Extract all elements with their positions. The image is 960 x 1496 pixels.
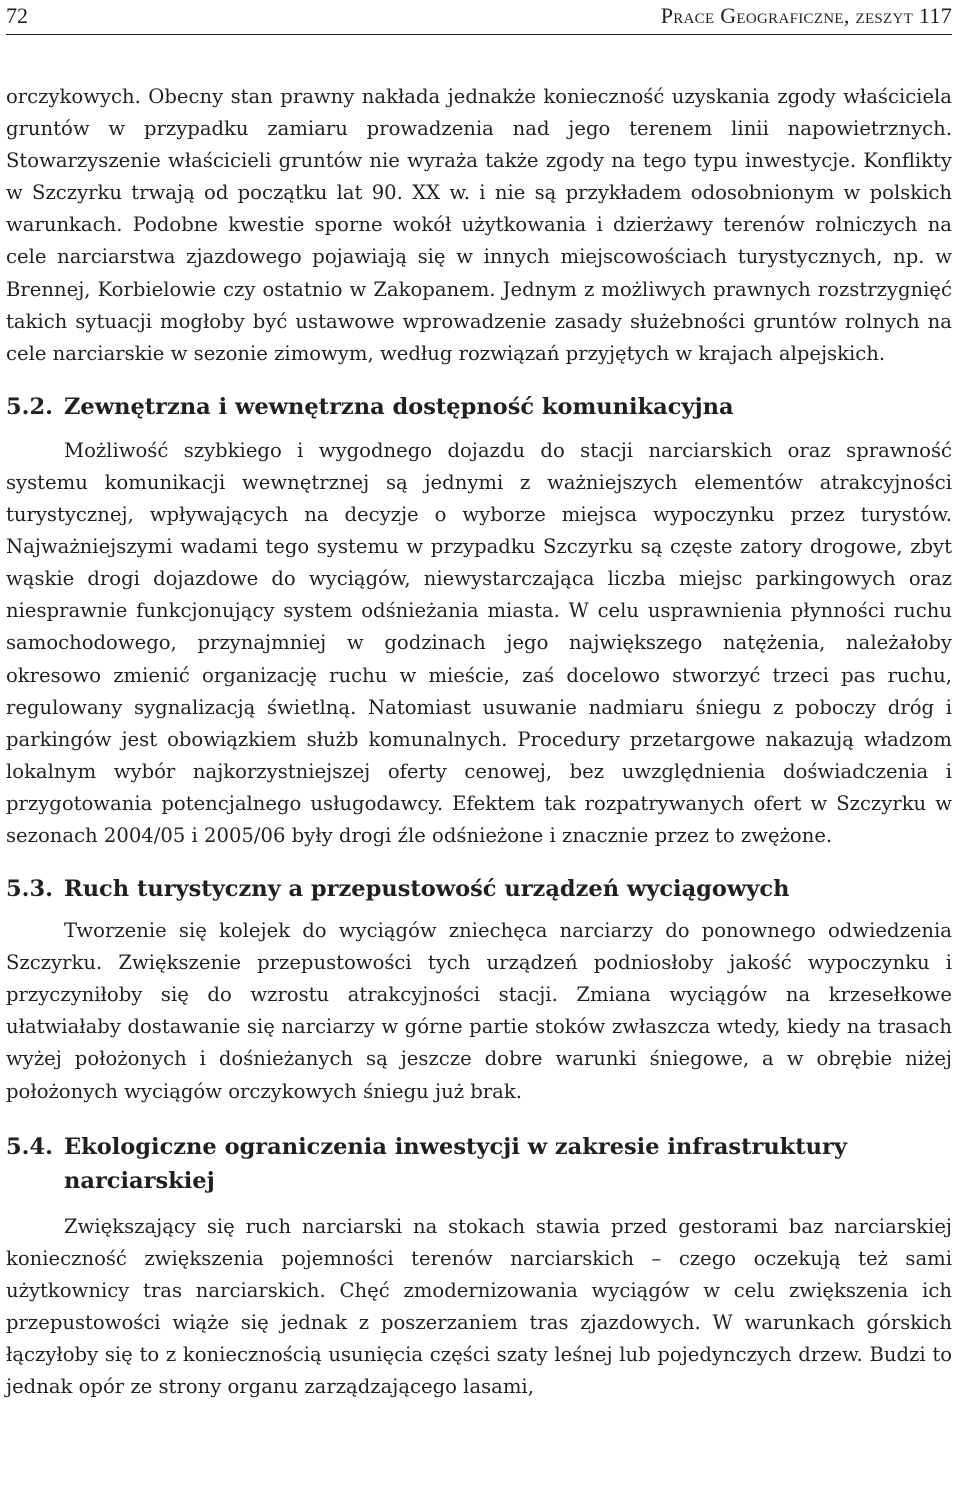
section-paragraph: Możliwość szybkiego i wygodnego dojazdu do stacji narciarskich oraz sprawność systemu komunikacji wewnętrznej są jednymi z ważniejszych elementów atrakcyjności turystycznej, wpływających na decyzje o wyborze miejsca wypoczynku przez turystów. Najważniejszymi wadami tego systemu w przypadku Szczyrku są częste zatory drogowe, zbyt wąskie drogi dojazdowe do wyciągów, niewystarczająca liczba miejsc parkingowych oraz niesprawnie funkcjonujący system odśnieżania miasta. W celu usprawnienia płynności ruchu samochodowego, przynajmniej w godzinach jego największego natężenia, należałoby okresowo zmienić organizację ruchu w mieście, zaś docelowo stworzyć trzeci pas ruchu, regulowany sygnalizacją świetlną. Natomiast usuwanie nadmiaru śniegu z poboczy dróg i parkingów jest obowiązkiem służb komunalnych. Procedury przetargowe nakazują władzom lokalnym wybór najkorzystniejszej oferty cenowej, bez uwzględnienia doświadczenia i przygotowania potencjalnego usługodawcy. Efektem tak rozpatrywanych ofert w Szczyrku w sezonach 2004/05 i 2005/06 były drogi źle odśnieżone i znacznie przez to zwężone. bbox=[6, 438, 952, 847]
section-heading bbox=[6, 872, 952, 906]
body-text bbox=[6, 81, 952, 1403]
section-heading bbox=[6, 1130, 952, 1198]
section-title: Zewnętrzna i wewnętrzna dostępność komunikacyjna bbox=[64, 393, 734, 420]
section-number: 5.3. bbox=[6, 876, 53, 903]
document-page bbox=[6, 0, 952, 1496]
section-title: Ekologiczne ograniczenia inwestycji w zakresie infrastruktury narciarskiej bbox=[64, 1133, 847, 1194]
section-title: Ruch turystyczny a przepustowość urządzeń wyciągowych bbox=[64, 876, 790, 903]
section-number: 5.2. bbox=[6, 393, 53, 420]
section-number: 5.4. bbox=[6, 1133, 53, 1160]
section-heading bbox=[6, 390, 952, 424]
page-number: 72 bbox=[6, 3, 28, 28]
intro-paragraph: orczykowych. Obecny stan prawny nakłada jednakże konieczność uzyskania zgody właściciela gruntów w przypadku zamiaru prowadzenia nad jego terenem linii napowietrznych. Stowarzyszenie właścicieli gruntów nie wyraża także zgody na tego typu inwestycje. Konflikty w Szczyrku trwają od początku lat 90. XX w. i nie są przykładem odosobnionym w polskich warunkach. Podobne kwestie sporne wokół użytkowania i dzierżawy terenów rolniczych na cele narciarstwa zjazdowego pojawiają się w innych miejscowościach turystycznych, np. w Brennej, Korbielowie czy ostatnio w Zakopanem. Jednym z możliwych prawnych rozstrzygnięć takich sytuacji mogłoby być ustawowe wprowadzenie zasady służebności gruntów rolnych na cele narciarskie w sezonie zimowym, według rozwiązań przyjętych w krajach alpejskich. bbox=[6, 85, 952, 365]
journal-title: Prace Geograficzne, zeszyt 117 bbox=[660, 3, 952, 28]
section-paragraph: Tworzenie się kolejek do wyciągów zniechęca narciarzy do ponownego odwiedzenia Szczyrku. Zwiększenie przepustowości tych urządzeń podniosłoby jakość wypoczynku i przyczyniłoby się do wzrostu atrakcyjności stacji. Zmiana wyciągów na krzesełkowe ułatwiałaby dostawanie się narciarzy w górne partie stoków zwłaszcza wtedy, kiedy na trasach wyżej położonych i dośnieżanych są jeszcze dobre warunki śniegowe, a w obrębie niżej położonych wyciągów orczykowych śniegu już brak. bbox=[6, 919, 952, 1103]
section-paragraph: Zwiększający się ruch narciarski na stokach stawia przed gestorami baz narciarskiej konieczność zwiększenia pojemności terenów narciarskich – czego oczekują też sami użytkownicy tras narciarskich. Chęć zmodernizowania wyciągów w celu zwiększenia ich przepustowości wiąże się jednak z poszerzaniem tras zjazdowych. W warunkach górskich łączyłoby się to z koniecznością usunięcia części szaty leśnej lub pojedynczych drzew. Budzi to jednak opór ze strony organu zarządzającego lasami, bbox=[6, 1214, 952, 1399]
running-header bbox=[6, 0, 952, 35]
